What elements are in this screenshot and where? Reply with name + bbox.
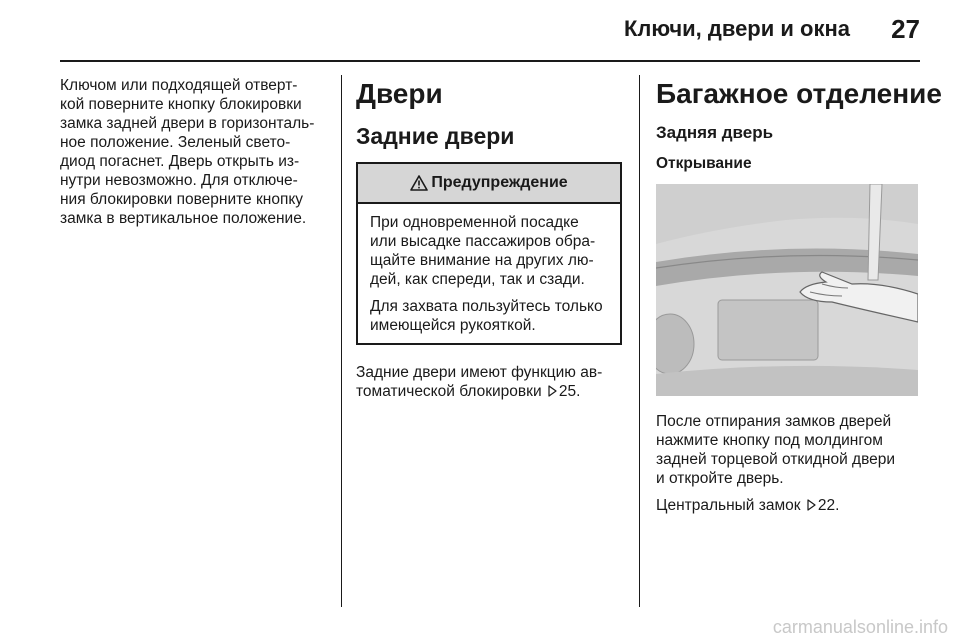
page-reference-link[interactable]: 25. bbox=[558, 383, 581, 400]
column-divider-right bbox=[639, 75, 640, 607]
page-reference-arrow-icon bbox=[548, 385, 557, 397]
tailgate-handle-illustration bbox=[656, 184, 918, 396]
warning-paragraph-1: При одновременной посадке или высадке пассажиров обра- щайте внимание на других лю- дей, как спереди, так и сзади. bbox=[370, 214, 596, 288]
warning-body bbox=[358, 204, 620, 343]
watermark: carmanualsonline.info bbox=[772, 617, 948, 637]
right-column bbox=[656, 76, 942, 515]
page-reference-arrow-icon bbox=[807, 499, 816, 511]
subheading-rear-doors: Задние двери bbox=[356, 123, 515, 149]
page-reference-link[interactable]: 22. bbox=[817, 497, 840, 514]
warning-header bbox=[358, 164, 620, 204]
auto-lock-paragraph: Задние двери имеют функцию ав- томатической блокировки 25. bbox=[356, 364, 603, 400]
header-divider bbox=[60, 60, 920, 62]
section-heading-doors: Двери bbox=[356, 78, 443, 109]
warning-triangle-icon bbox=[410, 175, 428, 191]
middle-column bbox=[356, 76, 626, 401]
warning-paragraph-2: Для захвата пользуйтесь только имеющейся рукояткой. bbox=[370, 298, 603, 334]
central-lock-reference: Центральный замок 22. bbox=[656, 497, 840, 514]
section-heading-luggage: Багажное отделение bbox=[656, 78, 942, 109]
lock-instruction-paragraph: Ключом или подходящей отверт- кой поверните кнопку блокировки замка задней двери в горизонталь- ное положение. Зеленый свето- диод погаснет. Дверь открыть из- нутри невозможно. Для отключе- ния блокировки поверните кнопку замка в вертикальное положение. bbox=[60, 77, 315, 227]
chapter-title: Ключи, двери и окна bbox=[624, 16, 850, 41]
opening-instruction-paragraph: После отпирания замков дверей нажмите кнопку под молдингом задней торцевой откидной двери и откройте дверь. bbox=[656, 413, 896, 487]
left-column bbox=[60, 76, 332, 228]
subheading-opening: Открывание bbox=[656, 155, 752, 172]
page-number: 27 bbox=[891, 14, 920, 44]
warning-title: Предупреждение bbox=[431, 174, 568, 191]
warning-box bbox=[356, 162, 622, 345]
column-divider-left bbox=[341, 75, 342, 607]
subheading-tailgate: Задняя дверь bbox=[656, 123, 774, 142]
